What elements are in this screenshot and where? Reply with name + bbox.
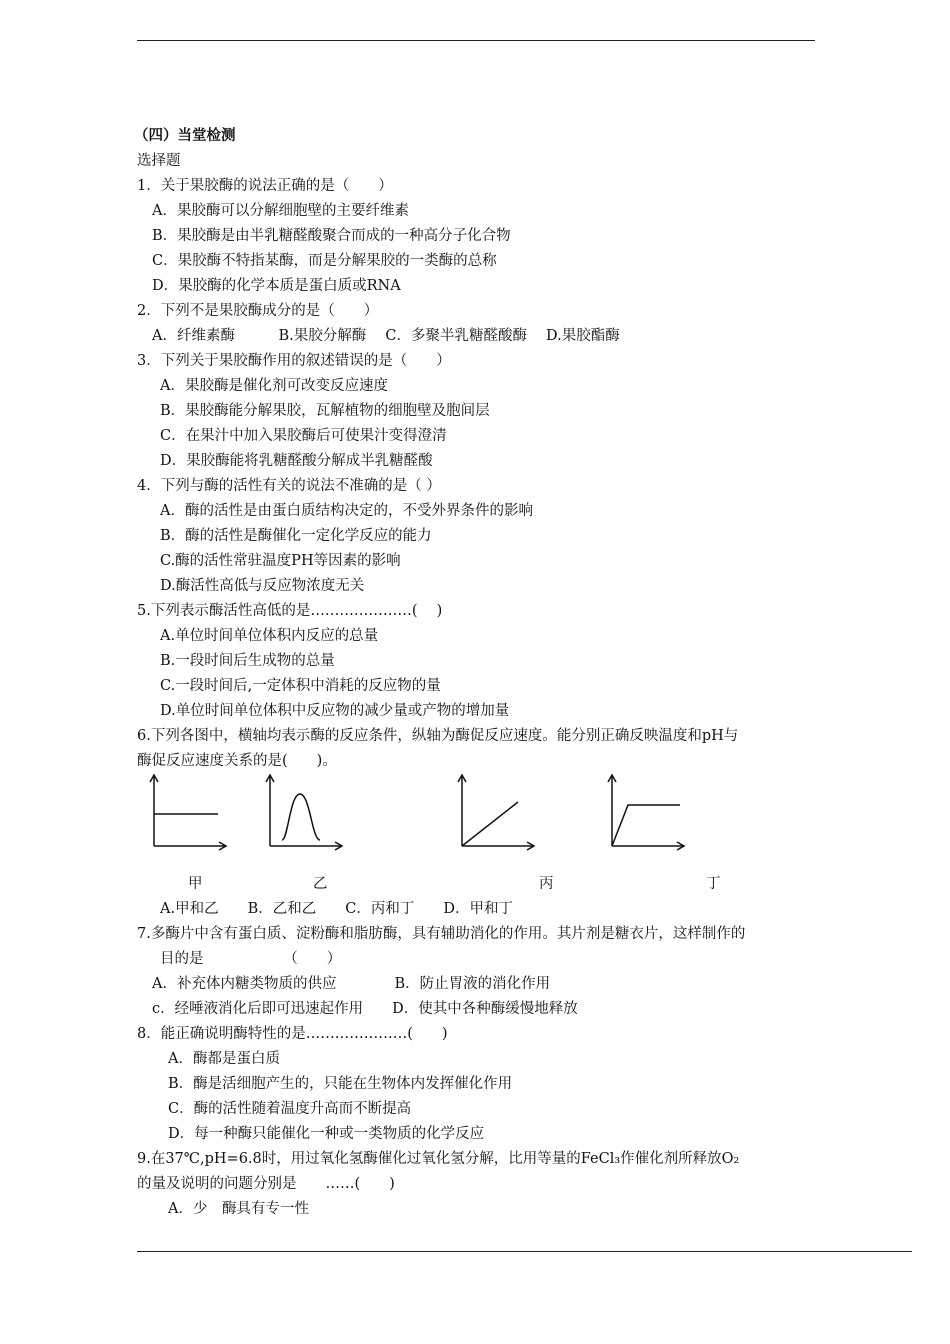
question-category: 选择题 <box>137 153 181 169</box>
header-rule <box>137 40 815 41</box>
question-5-stem: 5.下列表示酶活性高低的是…………………( ) <box>137 603 443 619</box>
graph-ding <box>606 772 686 852</box>
question-8-option-a: A．酶都是蛋白质 <box>168 1051 280 1067</box>
question-7-stem: 7.多酶片中含有蛋白质、淀粉酶和脂肪酶，具有辅助消化的作用。其片剂是糖衣片，这样制作的 <box>137 926 746 942</box>
question-2-options: A．纤维素酶 B.果胶分解酶 C．多聚半乳糖醛酸酶 D.果胶酯酶 <box>152 328 620 344</box>
graph-bing <box>456 772 536 852</box>
question-8-option-c: C．酶的活性随着温度升高而不断提高 <box>168 1101 412 1117</box>
question-5-option-b: B.一段时间后生成物的总量 <box>160 653 335 669</box>
question-3-option-c: C．在果汁中加入果胶酶后可使果汁变得澄清 <box>160 428 447 444</box>
question-1-option-d: D．果胶酶的化学本质是蛋白质或RNA <box>152 278 401 294</box>
question-4-option-a: A．酶的活性是由蛋白质结构决定的，不受外界条件的影响 <box>160 503 533 519</box>
question-3-option-d: D．果胶酶能将乳糖醛酸分解成半乳糖醛酸 <box>160 453 433 469</box>
question-5-option-a: A.单位时间单位体积内反应的总量 <box>160 628 379 644</box>
question-6-stem: 6.下列各图中，横轴均表示酶的反应条件，纵轴为酶促反应速度。能分别正确反映温度和pH与 <box>137 728 739 744</box>
question-1-option-a: A．果胶酶可以分解细胞壁的主要纤维素 <box>152 203 409 219</box>
question-3-option-a: A．果胶酶是催化剂可改变反应速度 <box>160 378 388 394</box>
footer-rule <box>137 1251 912 1252</box>
graph-yi <box>264 772 344 852</box>
question-4-option-b: B．酶的活性是酶催化一定化学反应的能力 <box>160 528 432 544</box>
question-7-options-ab: A．补充体内糖类物质的供应 B．防止胃液的消化作用 <box>152 976 551 992</box>
question-2-stem: 2．下列不是果胶酶成分的是（ ） <box>137 303 379 319</box>
question-1-option-c: C．果胶酶不特指某酶，而是分解果胶的一类酶的总称 <box>152 253 497 269</box>
question-8-stem: 8．能正确说明酶特性的是…………………( ) <box>137 1026 448 1042</box>
question-1-option-b: B．果胶酶是由半乳糖醛酸聚合而成的一种高分子化合物 <box>152 228 511 244</box>
question-3-stem: 3．下列关于果胶酶作用的叙述错误的是（ ） <box>137 353 451 369</box>
question-9-stem: 9.在37℃,pH=6.8时，用过氧化氢酶催化过氧化氢分解，比用等量的FeCl₃作催化剂所释放O₂ <box>137 1151 740 1167</box>
question-1-stem: 1．关于果胶酶的说法正确的是（ ） <box>137 178 393 194</box>
question-9-option-a: A．少 酶具有专一性 <box>168 1201 309 1217</box>
question-4-option-d: D.酶活性高低与反应物浓度无关 <box>160 578 365 594</box>
question-5-option-c: C.一段时间后,一定体积中消耗的反应物的量 <box>160 678 441 694</box>
question-8-option-b: B．酶是活细胞产生的，只能在生物体内发挥催化作用 <box>168 1076 513 1092</box>
question-6-options: A.甲和乙 B．乙和乙 C．丙和丁 D．甲和丁 <box>160 901 513 917</box>
section-title: （四）当堂检测 <box>134 127 236 144</box>
question-3-option-b: B．果胶酶能分解果胶，瓦解植物的细胞壁及胞间层 <box>160 403 490 419</box>
question-7-options-cd: c．经唾液消化后即可迅速起作用 D．使其中各种酶缓慢地释放 <box>152 1001 578 1017</box>
question-4-option-c: C.酶的活性常驻温度PH等因素的影响 <box>160 553 401 569</box>
graph-label-jia: 甲 <box>188 876 203 892</box>
question-6-stem-cont: 酶促反应速度关系的是( )。 <box>137 753 337 769</box>
graph-label-bing: 丙 <box>539 876 554 892</box>
graph-jia <box>148 772 228 852</box>
question-4-stem: 4．下列与酶的活性有关的说法不准确的是（ ） <box>137 478 441 494</box>
graph-label-ding: 丁 <box>706 876 721 892</box>
question-8-option-d: D．每一种酶只能催化一种或一类物质的化学反应 <box>168 1126 485 1142</box>
question-9-stem-cont: 的量及说明的问题分别是 ……( ) <box>137 1176 395 1192</box>
question-5-option-d: D.单位时间单位体积中反应物的减少量或产物的增加量 <box>160 703 510 719</box>
graph-label-yi: 乙 <box>313 876 328 892</box>
question-7-stem-cont: 目的是 （ ） <box>160 951 342 967</box>
